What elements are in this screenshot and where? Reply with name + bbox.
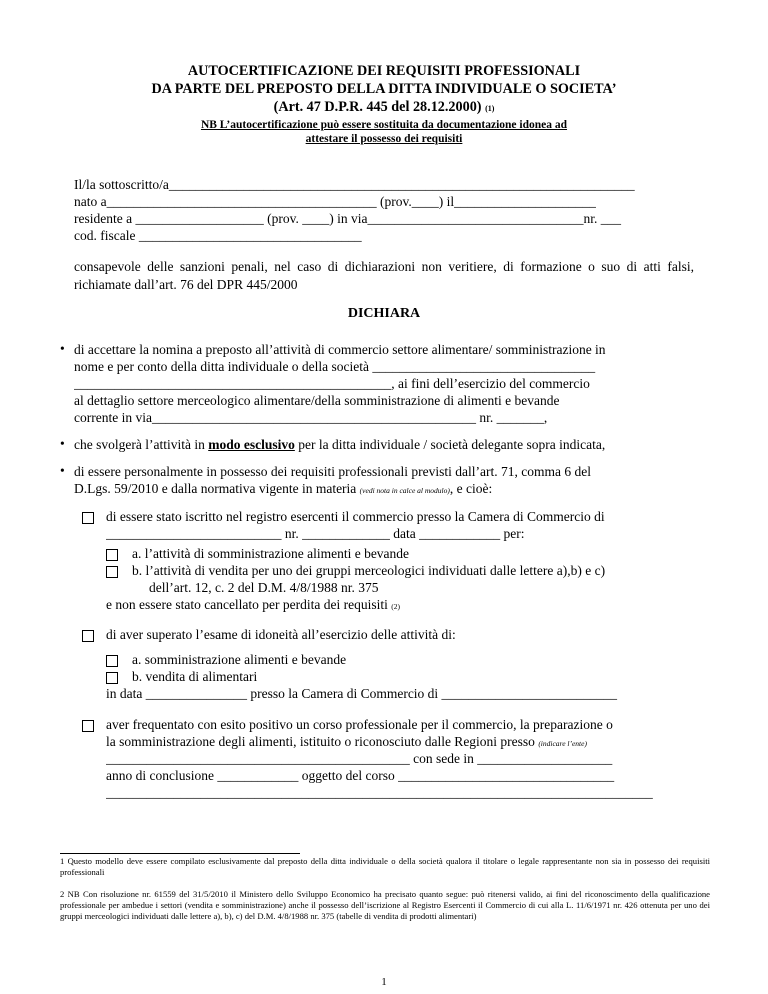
c1-tail-text: e non essere stato cancellato per perdita dei requisiti bbox=[106, 597, 388, 612]
header-line-1: AUTOCERTIFICAZIONE DEI REQUISITI PROFESSIONALI bbox=[187, 63, 581, 79]
checkbox-c2-a[interactable] bbox=[106, 653, 118, 671]
c1-option-b: b. l’attività di vendita per uno dei gruppi merceologici individuati dalle lettere a),b) e c) bbox=[132, 563, 606, 578]
c3-note: (indicare l’ente) bbox=[538, 739, 587, 748]
c1-option-b-cont: dell’art. 12, c. 2 del D.M. 4/8/1988 nr. 375 bbox=[149, 580, 379, 595]
header-law-ref: (Art. 47 D.P.R. 445 del 28.12.2000) bbox=[273, 99, 482, 115]
dichiara-title: DICHIARA bbox=[347, 306, 421, 321]
b2-line bbox=[74, 436, 694, 453]
c1-line-2[interactable]: __________________________ nr. _____________ data ____________ per: bbox=[106, 526, 525, 541]
c1-option-a: a. l’attività di somministrazione alimenti e bevande bbox=[132, 546, 410, 561]
document-header bbox=[0, 62, 768, 146]
field-residente[interactable]: residente a ___________________ (prov. ____) in via________________________________nr. ___ bbox=[74, 211, 621, 226]
c3-line-1: aver frequentato con esito positivo un corso professionale per il commercio, la preparazione o bbox=[106, 717, 613, 732]
c1-line-1: di essere stato iscritto nel registro esercenti il commercio presso la Camera di Commercio di bbox=[106, 509, 605, 524]
header-line-2: DA PARTE DEL PREPOSTO DELLA DITTA INDIVIDUALE O SOCIETA’ bbox=[151, 81, 617, 97]
nb-line-1: NB L’autocertificazione può essere sostituita da documentazione idonea ad bbox=[200, 119, 568, 131]
b3-line-1: di essere personalmente in possesso dei requisiti professionali previsti dall’art. 71, comma 6 del bbox=[74, 464, 592, 479]
c1-tail-note: (2) bbox=[391, 602, 401, 611]
footnote-separator bbox=[60, 853, 300, 854]
bullet-1: • bbox=[60, 341, 65, 356]
b1-line-1: di accettare la nomina a preposto all’attività di commercio settore alimentare/ somministrazione in bbox=[74, 342, 606, 357]
checkbox-c1-b[interactable] bbox=[106, 564, 118, 582]
bullet-3: • bbox=[60, 463, 65, 478]
b3-tail: , e cioè: bbox=[449, 481, 493, 496]
b2-post: per la ditta individuale / società delegante sopra indicata, bbox=[294, 437, 606, 452]
b2-emphasis: modo esclusivo bbox=[208, 437, 295, 452]
field-codice-fiscale[interactable]: cod. fiscale _________________________________ bbox=[74, 228, 362, 243]
b3-line-2 bbox=[74, 480, 694, 499]
c3-line-5[interactable]: _________________________________________________________________________________ bbox=[106, 785, 653, 800]
b1-line-4: al dettaglio settore merceologico alimentare/della somministrazione di alimenti e bevande bbox=[74, 393, 560, 408]
c1-tail bbox=[106, 596, 696, 615]
b2-pre: che svolgerà l’attività in bbox=[74, 437, 209, 452]
header-line-3 bbox=[0, 98, 768, 118]
c3-text: la somministrazione degli alimenti, istituito o riconosciuto dalle Regioni presso bbox=[106, 734, 539, 749]
field-sottoscritto[interactable]: Il/la sottoscritto/a_____________________________________________________________________ bbox=[74, 177, 635, 192]
bullet-2: • bbox=[60, 436, 65, 451]
c2-tail[interactable]: in data _______________ presso la Camera di Commercio di __________________________ bbox=[106, 686, 618, 701]
nb-line-2: attestare il possesso dei requisiti bbox=[305, 133, 463, 145]
b1-line-2[interactable]: nome e per conto della ditta individuale o della società _________________________________ bbox=[74, 359, 596, 374]
page-number: 1 bbox=[381, 976, 387, 988]
footnote-2: 2 NB Con risoluzione nr. 61559 del 31/5/2010 il Ministero dello Sviluppo Economico ha precisato quanto segue: può ritenersi valido, ai fini del riconoscimento della qualificazione professionale per ambedue i settori (vendita e somministrazione) anche il possesso dell’iscrizione al Registro Esercenti il Commercio di cui alla L. 11/6/1971 nr. 426 ottenuta per uno dei gruppi merceologici individuati dalle lettere a), b), c) del D.M. 4/8/1988 nr. 375 (tabelle di vendita di prodotti alimentari) bbox=[60, 889, 710, 921]
consapevole-text: consapevole delle sanzioni penali, nel caso di dichiarazioni non veritiere, di formazione o suo di atti falsi, richiamate dall’art. 76 del DPR 445/2000 bbox=[74, 259, 694, 292]
c2-option-b: b. vendita di alimentari bbox=[132, 669, 258, 684]
c2-line-1: di aver superato l’esame di idoneità all’esercizio delle attività di: bbox=[106, 627, 456, 642]
field-nato[interactable]: nato a________________________________________ (prov.____) il_____________________ bbox=[74, 194, 596, 209]
footnote-1: 1 Questo modello deve essere compilato esclusivamente dal preposto della ditta individuale o della società qualora il titolare o legale rappresentante non sia in possesso dei requisiti professionali bbox=[60, 856, 710, 877]
c3-line-3[interactable]: _____________________________________________ con sede in ____________________ bbox=[106, 751, 613, 766]
b3-text: D.Lgs. 59/2010 e dalla normativa vigente in materia bbox=[74, 481, 360, 496]
checkbox-esame[interactable] bbox=[82, 628, 94, 646]
c2-option-a: a. somministrazione alimenti e bevande bbox=[132, 652, 347, 667]
checkbox-corso[interactable] bbox=[82, 718, 94, 736]
c3-line-4[interactable]: anno di conclusione ____________ oggetto del corso ________________________________ bbox=[106, 768, 615, 783]
b1-line-5[interactable]: corrente in via________________________________________________ nr. _______, bbox=[74, 410, 548, 425]
checkbox-iscritto[interactable] bbox=[82, 510, 94, 528]
header-note-ref: (1) bbox=[485, 104, 495, 113]
b3-note: (vedi nota in calce al modulo) bbox=[359, 486, 450, 495]
b1-line-3[interactable]: _______________________________________________, ai fini dell’esercizio del commercio bbox=[74, 376, 590, 391]
checkbox-c1-a[interactable] bbox=[106, 547, 118, 565]
